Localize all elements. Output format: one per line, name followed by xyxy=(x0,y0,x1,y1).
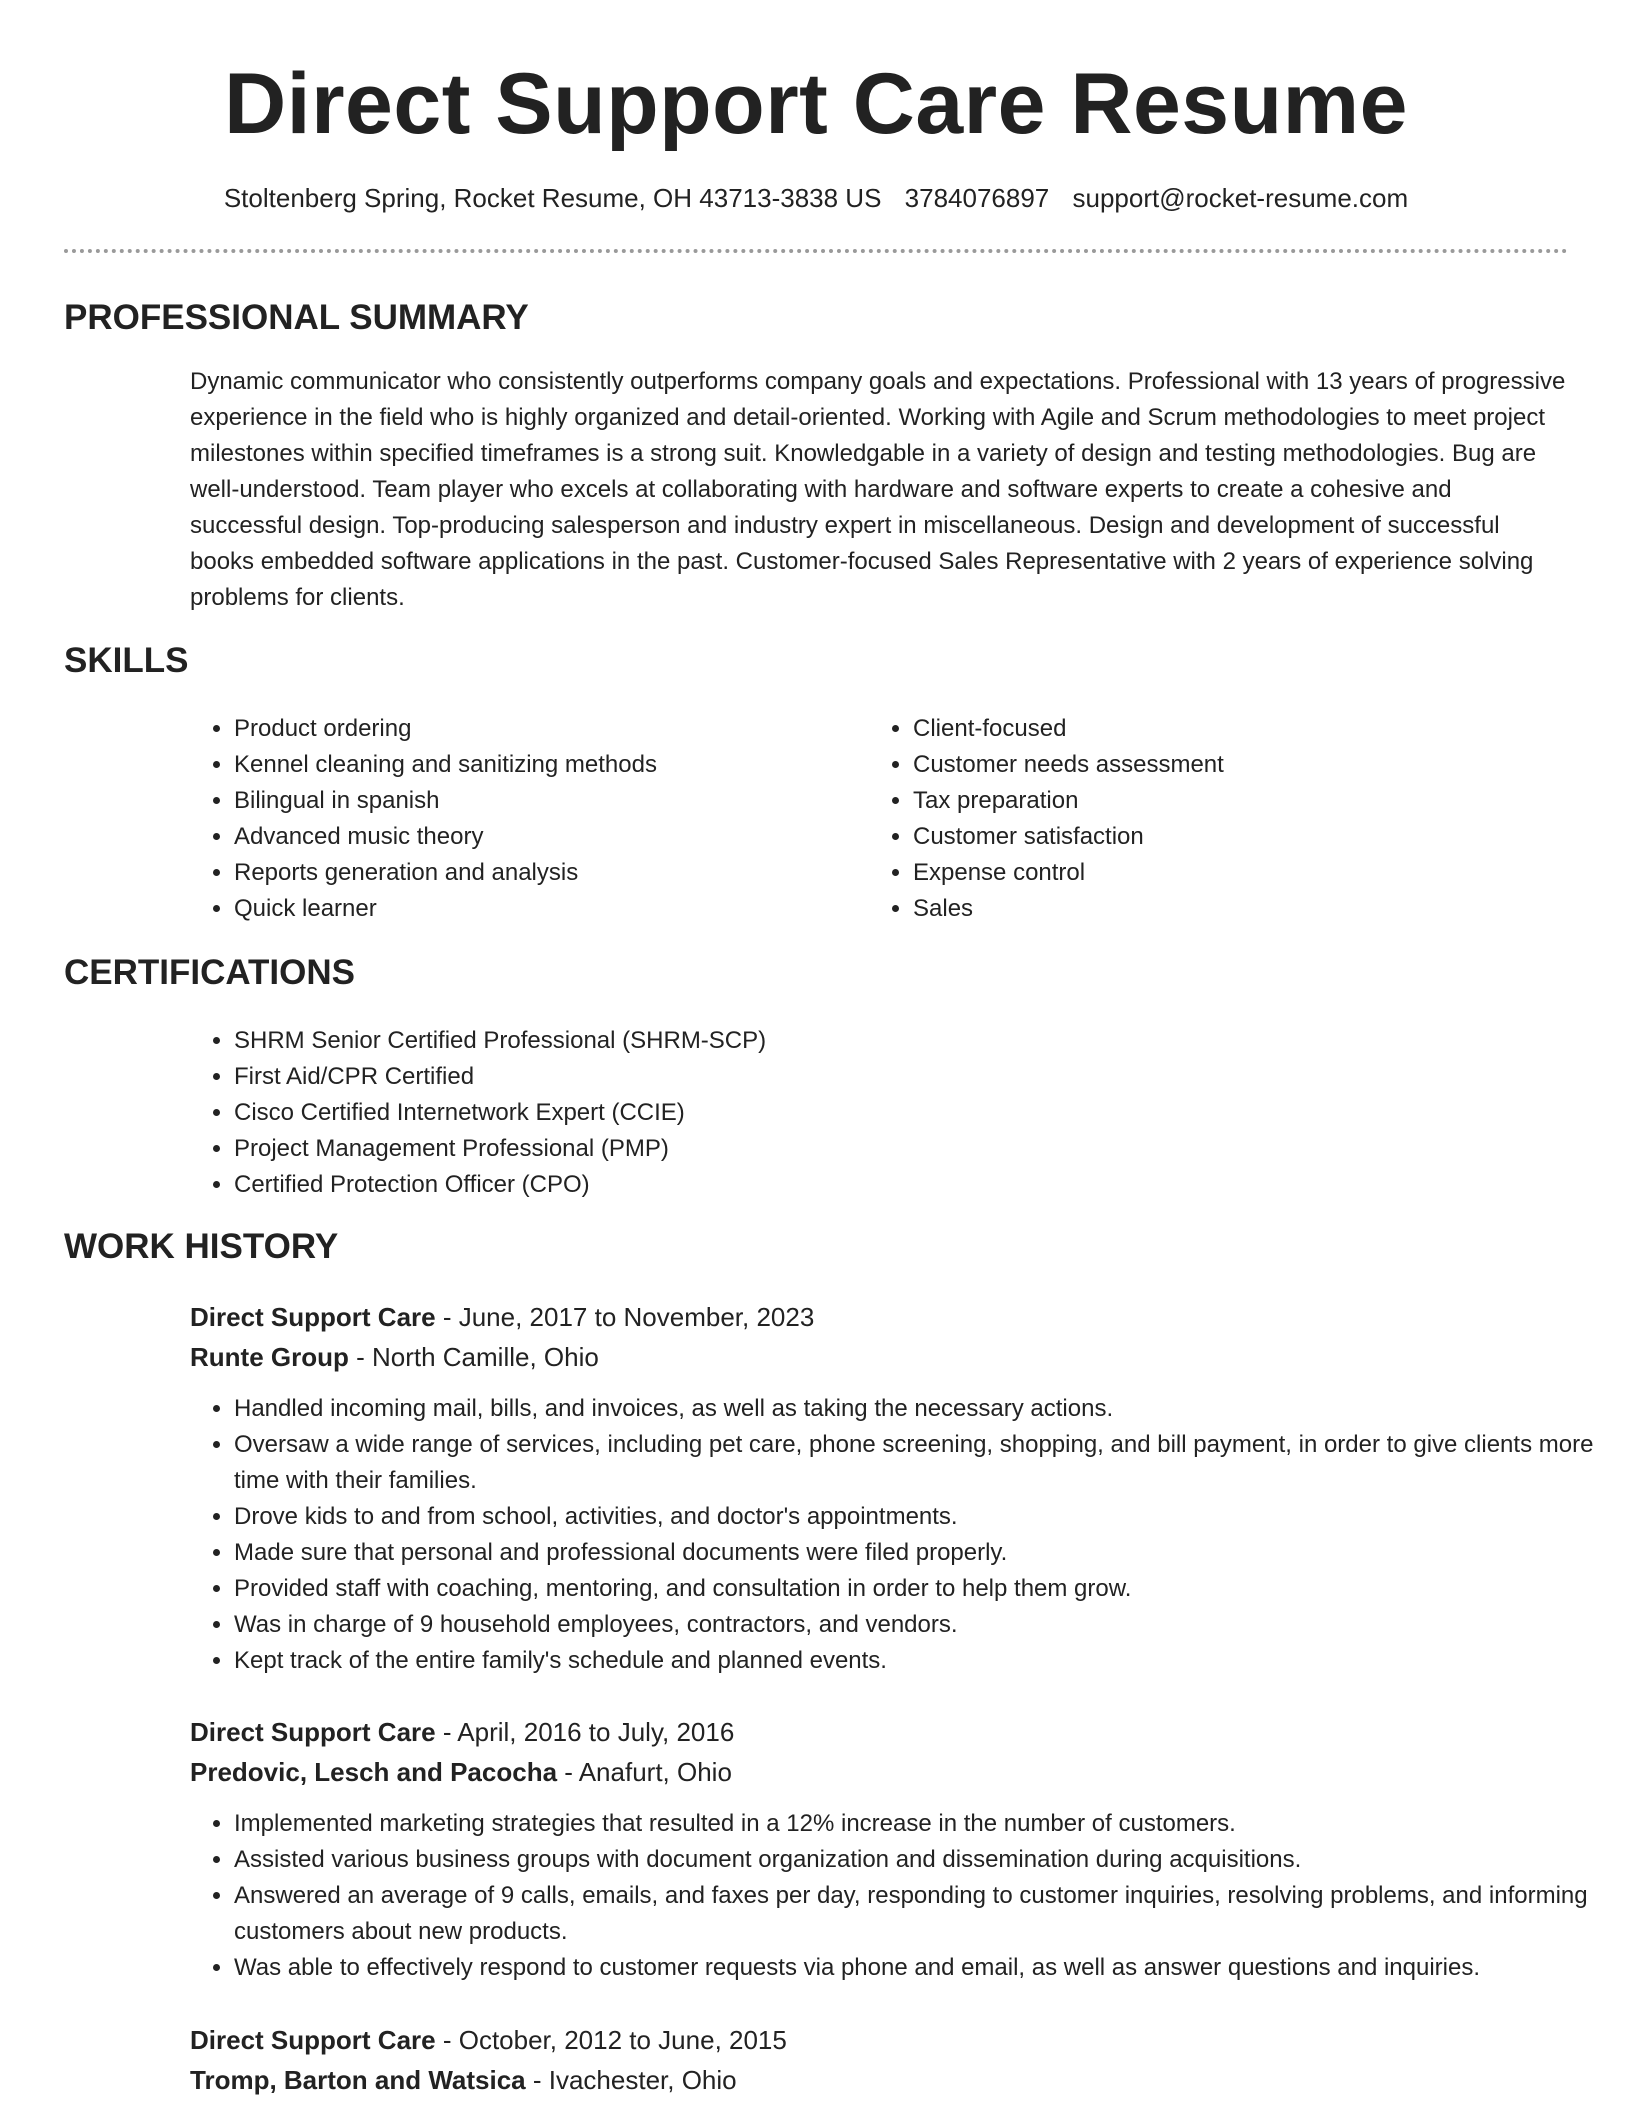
job-bullets xyxy=(190,1391,1614,1679)
skill-item: • Kennel cleaning and sanitizing methods xyxy=(234,747,854,783)
skill-item: • Quick learner xyxy=(234,891,854,927)
job-bullet: • Drove kids to and from school, activities, and doctor's appointments. xyxy=(234,1499,1614,1535)
job-company: Predovic, Lesch and Pacocha xyxy=(190,1757,558,1787)
phone: 3784076897 xyxy=(904,183,1050,213)
job-company-line xyxy=(190,1338,599,1376)
certification-item: • Certified Protection Officer (CPO) xyxy=(234,1167,1534,1203)
certification-item: • Project Management Professional (PMP) xyxy=(234,1131,1534,1167)
contact-line xyxy=(0,180,1632,216)
certification-item: • Cisco Certified Internetwork Expert (CCIE) xyxy=(234,1095,1534,1131)
address: Stoltenberg Spring, Rocket Resume, OH 43713-3838 US xyxy=(223,183,882,213)
job-company-line xyxy=(190,1753,732,1791)
skill-item: • Tax preparation xyxy=(913,783,1593,819)
job-location: - Ivachester, Ohio xyxy=(525,2065,737,2095)
summary-text: Dynamic communicator who consistently outperforms company goals and expectations. Professional with 13 years of progressive experience in the field who is highly organized and detail-oriented. Working with Agile and Scrum methodologies to meet project milestones within specified timeframes is a strong suit. Knowledgable in a variety of design and testing methodologies. Bug are well-understood. Team player who excels at collaborating with hardware and software experts to create a cohesive and successful design. Top-producing salesperson and industry expert in miscellaneous. Design and development of successful books embedded software applications in the past. Customer-focused Sales Representative with 2 years of experience solving problems for clients. xyxy=(190,368,1566,611)
certifications-list xyxy=(190,1023,1534,1203)
skill-item: • Reports generation and analysis xyxy=(234,855,854,891)
skills-heading: SKILLS xyxy=(64,641,189,680)
skill-item: • Bilingual in spanish xyxy=(234,783,854,819)
job-location: - Anafurt, Ohio xyxy=(557,1757,732,1787)
job-title-line xyxy=(190,1713,734,1751)
skill-item: • Advanced music theory xyxy=(234,819,854,855)
job-bullet: • Implemented marketing strategies that resulted in a 12% increase in the number of customers. xyxy=(234,1806,1614,1842)
job-bullet: • Was in charge of 9 household employees, contractors, and vendors. xyxy=(234,1607,1614,1643)
email: support@rocket-resume.com xyxy=(1072,183,1409,213)
skills-list-left xyxy=(190,711,854,927)
job-location: - North Camille, Ohio xyxy=(348,1342,599,1372)
job-bullet: • Handled incoming mail, bills, and invoices, as well as taking the necessary actions. xyxy=(234,1391,1614,1427)
job-title-line xyxy=(190,1298,814,1336)
skill-item: • Client-focused xyxy=(913,711,1593,747)
job-dates: - April, 2016 to July, 2016 xyxy=(435,1717,735,1747)
job-bullet: • Answered an average of 9 calls, emails, and faxes per day, responding to customer inquiries, resolving problems, and informing customers about new products. xyxy=(234,1878,1614,1950)
job-title-line xyxy=(190,2021,787,2059)
job-bullet: • Made sure that personal and professional documents were filed properly. xyxy=(234,1535,1614,1571)
job-company: Tromp, Barton and Watsica xyxy=(190,2065,526,2095)
certification-item: • First Aid/CPR Certified xyxy=(234,1059,1534,1095)
skill-item: • Expense control xyxy=(913,855,1593,891)
job-bullet: • Kept track of the entire family's schedule and planned events. xyxy=(234,1643,1614,1679)
job-bullet: • Assisted various business groups with document organization and dissemination during acquisitions. xyxy=(234,1842,1614,1878)
job-bullet: • Was able to effectively respond to customer requests via phone and email, as well as answer questions and inquiries. xyxy=(234,1950,1614,1986)
certifications-heading: CERTIFICATIONS xyxy=(64,953,356,992)
job-title: Direct Support Care xyxy=(190,1717,436,1747)
resume-title: Direct Support Care Resume xyxy=(224,56,1408,152)
skill-item: • Product ordering xyxy=(234,711,854,747)
summary-heading: PROFESSIONAL SUMMARY xyxy=(64,298,529,337)
job-company: Runte Group xyxy=(190,1342,349,1372)
job-bullet: • Provided staff with coaching, mentoring, and consultation in order to help them grow. xyxy=(234,1571,1614,1607)
header-divider xyxy=(64,249,1568,253)
certification-item: • SHRM Senior Certified Professional (SHRM-SCP) xyxy=(234,1023,1534,1059)
job-bullets xyxy=(190,1806,1614,1986)
work-history-heading: WORK HISTORY xyxy=(64,1227,339,1266)
skill-item: • Sales xyxy=(913,891,1593,927)
job-bullet: • Oversaw a wide range of services, including pet care, phone screening, shopping, and bill payment, in order to give clients more time with their families. xyxy=(234,1427,1614,1499)
job-dates: - June, 2017 to November, 2023 xyxy=(435,1302,815,1332)
skills-list-right xyxy=(869,711,1593,927)
job-title: Direct Support Care xyxy=(190,2025,436,2055)
job-dates: - October, 2012 to June, 2015 xyxy=(435,2025,787,2055)
job-title: Direct Support Care xyxy=(190,1302,436,1332)
skill-item: • Customer satisfaction xyxy=(913,819,1593,855)
skill-item: • Customer needs assessment xyxy=(913,747,1593,783)
job-company-line xyxy=(190,2061,737,2099)
